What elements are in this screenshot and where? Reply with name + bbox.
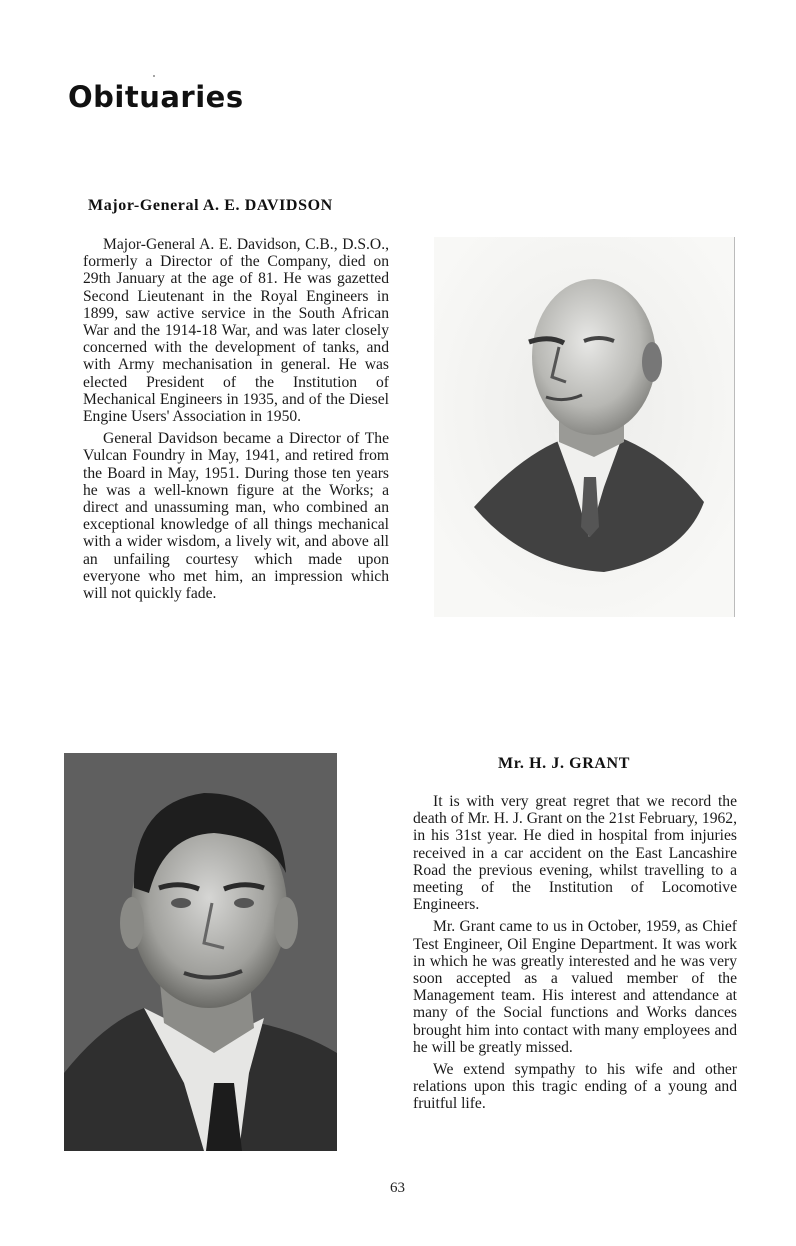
paragraph: Mr. Grant came to us in October, 1959, as Chief Test Engineer, Oil Engine Department. It was work in which he was greatly interested and he was very soon accepted as a valued member of the Management team. His interest and attendance at many of the Social functions and Works dances brought him into contact with many employees and he will be greatly missed. (413, 918, 737, 1056)
portrait-illustration (434, 237, 734, 617)
paragraph: Major-General A. E. Davidson, C.B., D.S.O., formerly a Director of the Company, died on 29th January at the age of 81. He was gazetted Second Lieutenant in the Royal Engineers in 1899, saw active service in the South African War and the 1914-18 War, and was later closely concerned with the development of tanks, and with Army mechanisation in general. He was elected President of the Institution of Mechanical Engineers in 1935, and of the Diesel Engine Users' Association in 1950. (83, 236, 389, 426)
obituary-text-davidson (83, 236, 389, 607)
portrait-photo-davidson (434, 237, 735, 617)
paragraph: We extend sympathy to his wife and other relations upon this tragic ending of a young and fruitful life. (413, 1061, 737, 1113)
portrait-photo-grant (64, 753, 337, 1151)
page-number: 63 (390, 1180, 405, 1196)
obituary-text-grant (413, 793, 737, 1118)
print-speck (153, 75, 155, 77)
paragraph: It is with very great regret that we record the death of Mr. H. J. Grant on the 21st February, 1962, in his 31st year. He died in hospital from injuries received in a car accident on the East Lancashire Road the previous evening, whilst travelling to a meeting of the Institution of Locomotive Engineers. (413, 793, 737, 914)
page-title: Obituaries (68, 80, 244, 114)
portrait-illustration (64, 753, 337, 1151)
obituary-heading-davidson: Major-General A. E. DAVIDSON (88, 197, 333, 214)
obituary-heading-grant: Mr. H. J. GRANT (498, 755, 630, 772)
paragraph: General Davidson became a Director of The Vulcan Foundry in May, 1941, and retired from the Board in May, 1951. During those ten years he was a well-known figure at the Works; a direct and unassuming man, who combined an exceptional knowledge of all things mechanical with a wider wisdom, a lively wit, and above all an unfailing courtesy which made upon everyone who met him, an impression which will not quickly fade. (83, 430, 389, 603)
